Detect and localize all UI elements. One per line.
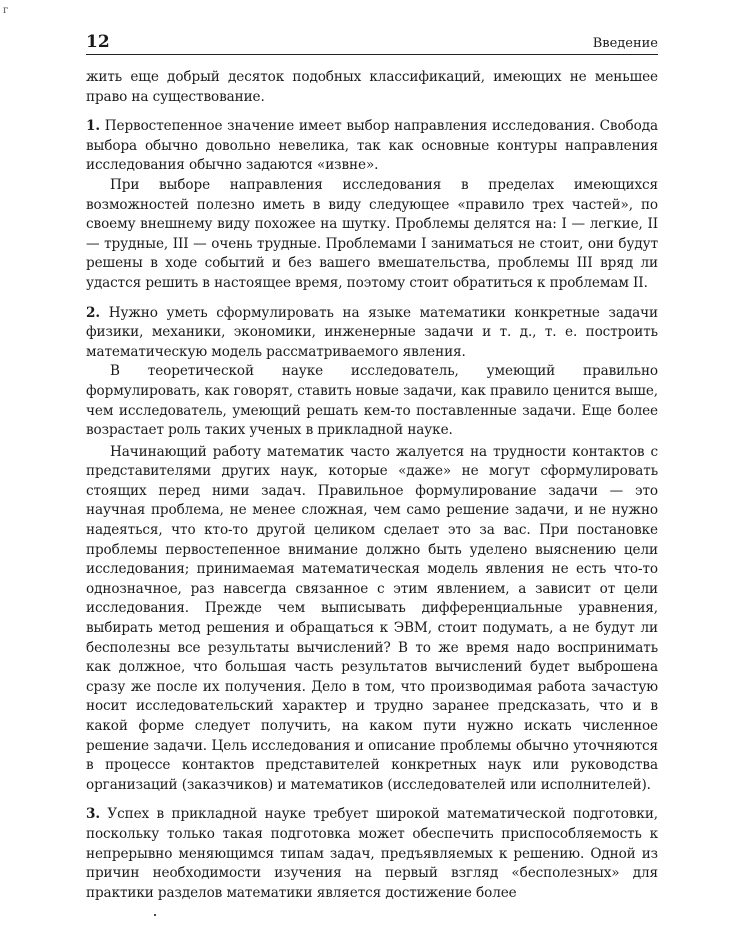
page-body [86,68,658,903]
paragraph-beginning-mathematician: Начинающий работу математик часто жалуется на трудности контактов с представителями других наук, которые «даже» не могут сформулировать стоящих перед ними задач. Правильное формулирование задачи — это научная проблема, не менее сложная, чем само решение задачи, и не нужно надеяться, что кто-то другой целиком сделает это за вас. При постановке проблемы первостепенное внимание должно быть уделено выяснению цели исследования; принимаемая математическая модель явления не есть что-то однозначное, раз навсегда связанное с этим явлением, а зависит от цели исследования. Прежде чем выписывать дифференциальные уравнения, выбирать метод решения и обращаться к ЭВМ, стоит подумать, а не будут ли бесполезны все результаты вычислений? В то же время надо воспринимать как должное, что большая часть результатов вычислений будет выброшена сразу же после их получения. Дело в том, что производимая работа зачастую носит исследовательский характер и трудно заранее предсказать, что и в какой форме следует получить, на каком пути нужно искать численное решение задачи. Цель исследования и описание проблемы обычно уточняются в процессе контактов представителей конкретных наук или руководства организаций (заказчиков) и математиков (исследователей или исполнителей). [86,443,658,793]
section-title: Введение [592,36,658,51]
paragraph-item-2-text: Нужно уметь сформулировать на языке математики конкретные задачи физики, механики, экономики, инженерные задачи и т. д., т. е. построить математическую модель рассматриваемого явления. [86,304,658,360]
header-rule [86,54,658,55]
paragraph-item-3 [86,805,658,903]
paragraph-item-3-text: Успех в прикладной науке требует широкой математической подготовки, поскольку только такая подготовка может обеспечить приспособляемость к непрерывно меняющимся типам задач, предъявляемых к решению. Одной из причин необходимости изучения на первый взгляд «бесполезных» для практики разделов математики является достижение более [86,806,658,901]
paragraph-continuation: жить еще добрый десяток подобных классификаций, имеющих не меньшее право на существование. [86,69,658,105]
paragraph-item-2 [86,304,658,363]
paragraph-theoretical-science: В теоретической науке исследователь, умеющий правильно формулировать, как говорят, ставить новые задачи, как правило ценится выше, чем исследователь, умеющий решать кем-то поставленные задачи. Еще более возрастает роль таких ученых в прикладной науке. [86,363,659,439]
paragraph-item-1-text: Первостепенное значение имеет выбор направления исследования. Свобода выбора обычно довольно невелика, так как основные контуры направления исследования обычно задаются «извне». [86,118,658,174]
book-page [86,32,658,903]
item-number-1: 1. [86,118,100,135]
paragraph-item-1 [86,117,658,176]
page-number: 12 [86,32,110,52]
scan-speck [154,914,156,916]
corner-mark: г [3,5,9,16]
running-head [86,32,658,52]
paragraph-rule-of-three: При выборе направления исследования в пределах имеющихся возможностей полезно иметь в виду следующее «правило трех частей», по своему внешнему виду похожее на шутку. Проблемы делятся на: I — легкие, II — трудные, III — очень трудные. Проблемами I заниматься не стоит, они будут решены в ходе событий и без вашего вмешательства, проблемы III вряд ли удастся решить в настоящее время, поэтому стоит обратиться к проблемам II. [86,176,658,291]
item-number-2: 2. [86,304,100,321]
item-number-3: 3. [86,806,100,823]
